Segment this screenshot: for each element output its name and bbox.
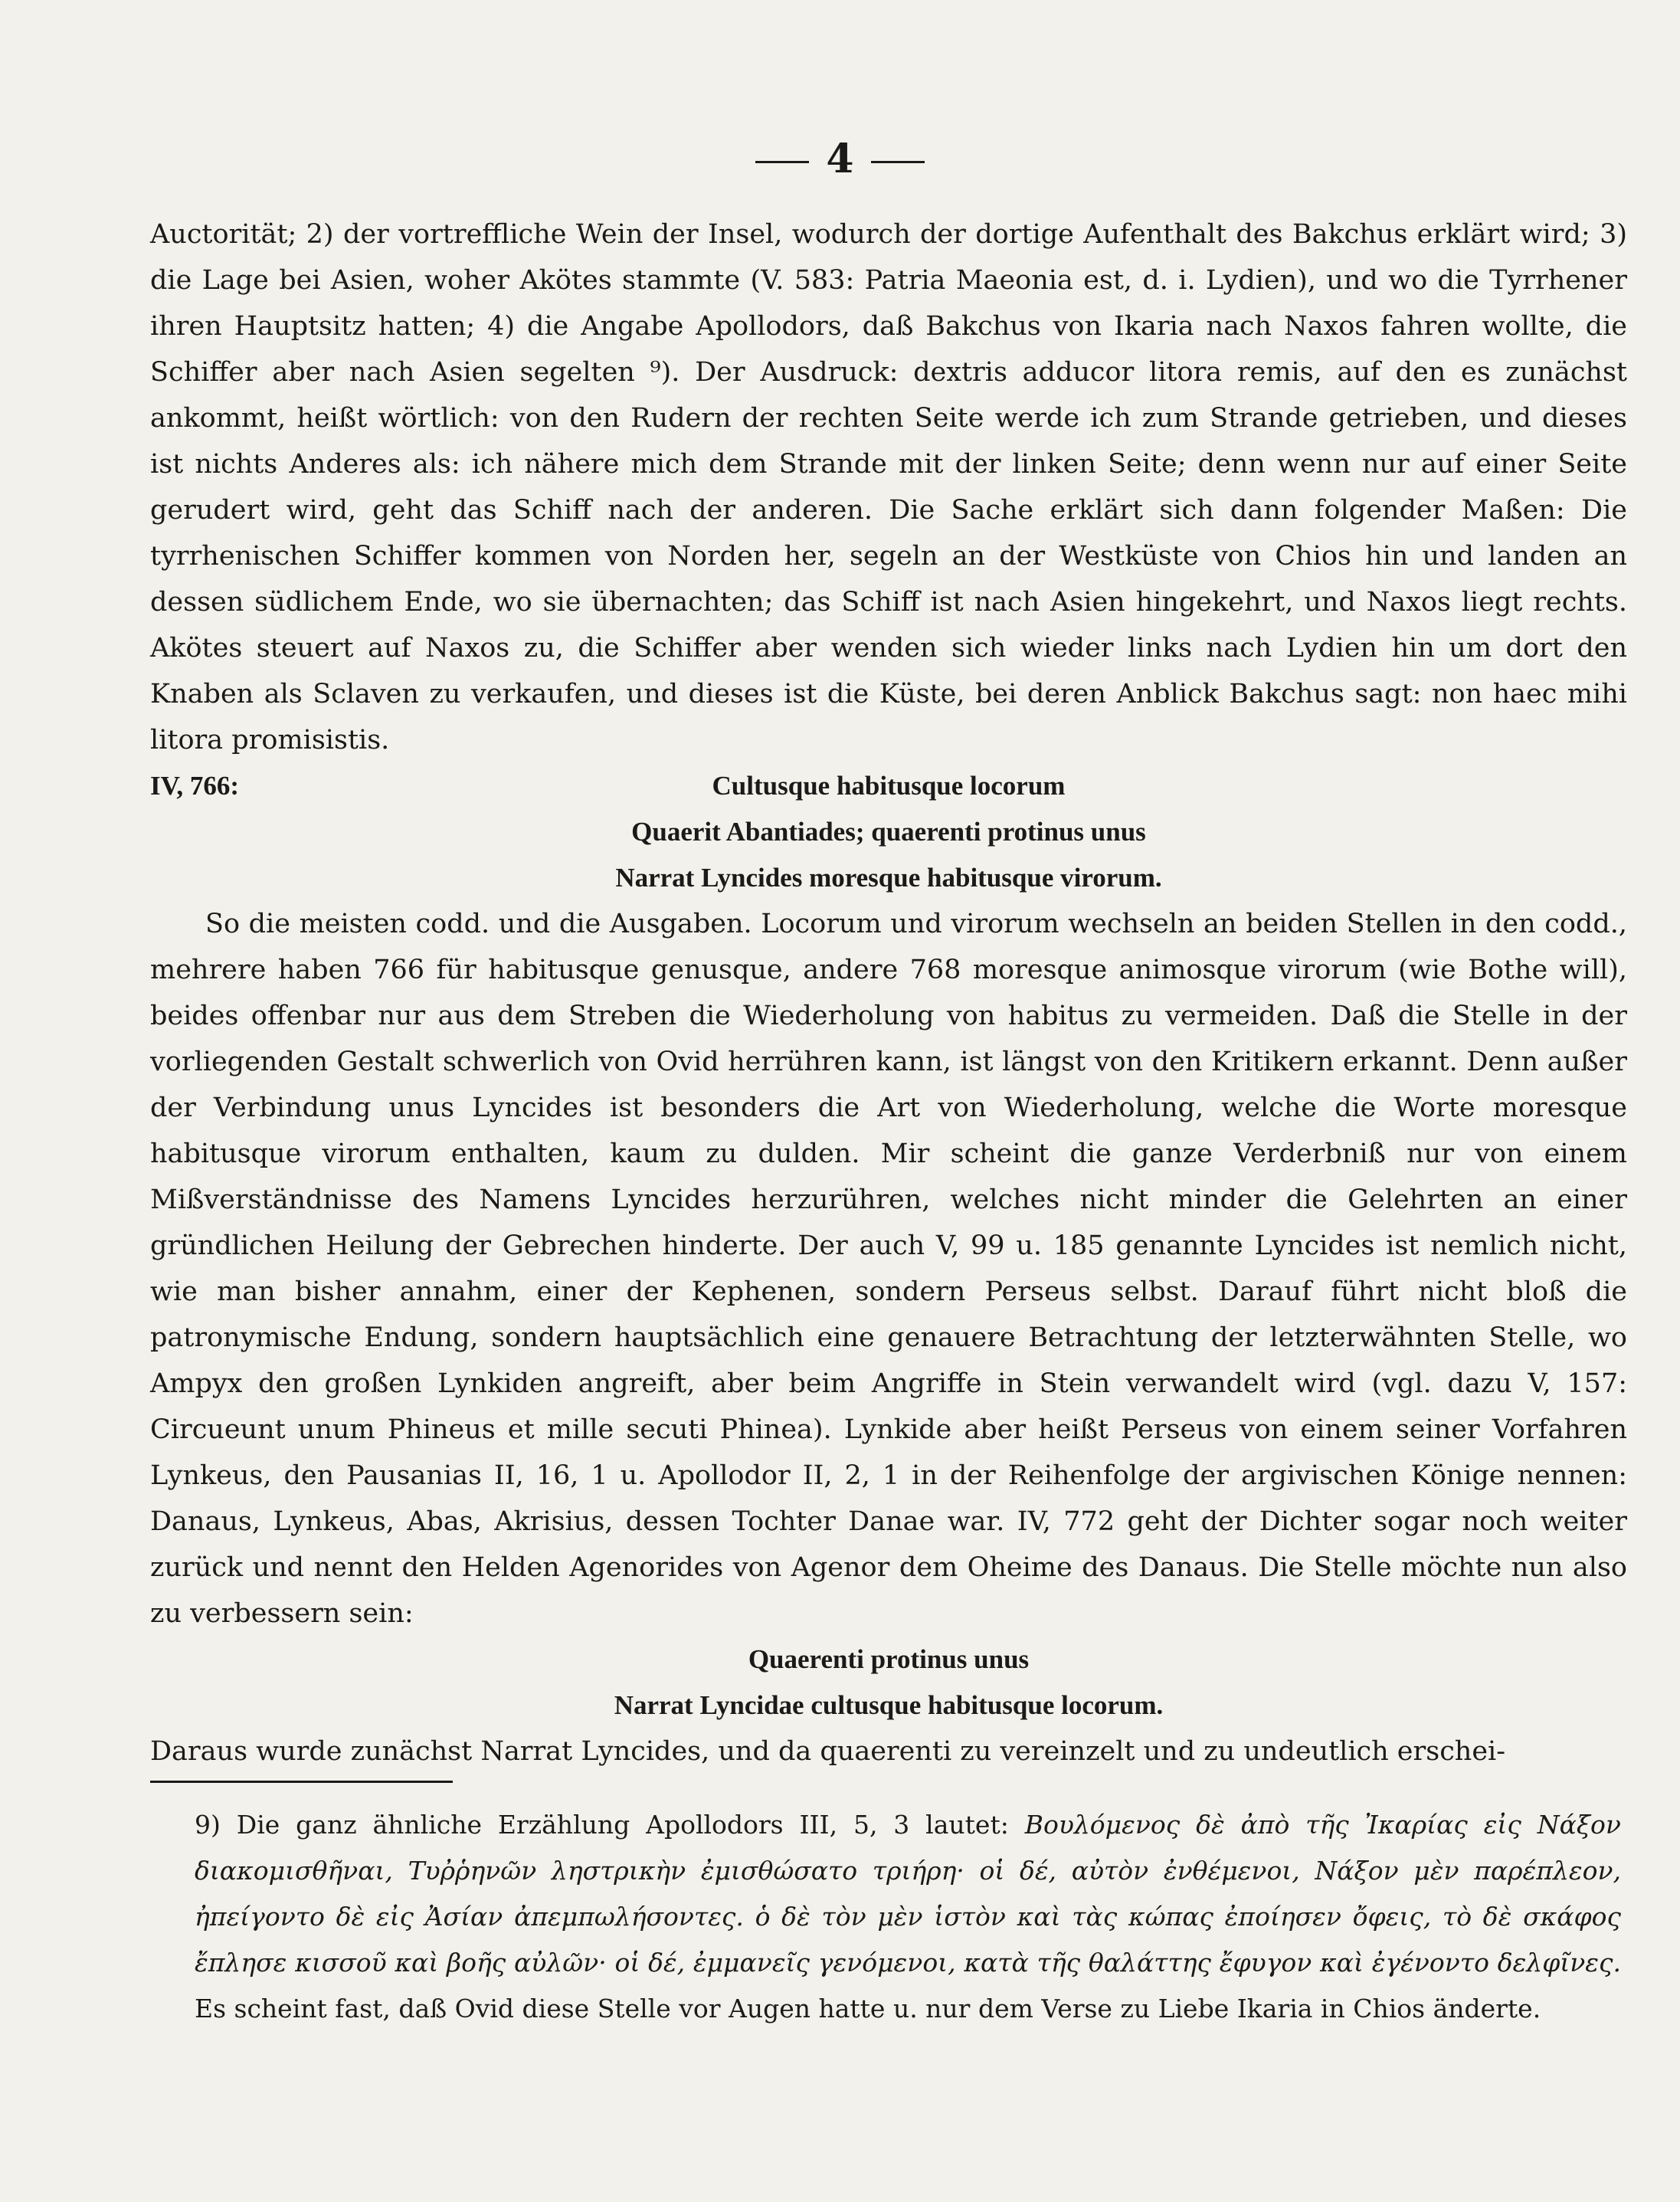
footnote-greek-quote: Βουλόμενος δὲ ἀπὸ τῆς Ἰκαρίας εἰς Νάξον διακομισθῆναι, Τυῤῥηνῶν ληστρικὴν ἐμισθώσατο τριήρη· οἱ δέ, αὐτὸν ἐνθέμενοι, Νάξον μὲν παρέπλεον, ἠπείγοντο δὲ εἰς Ἀσίαν ἀπεμπωλήσοντες. ὁ δὲ τὸν μὲν ἱστὸν καὶ τὰς κώπας ἐποίησεν ὄφεις, τὸ δὲ σκάφος ἔπλησε κισσοῦ καὶ βοῆς αὐλῶν· οἱ δέ, ἐμμανεῖς γενόμενοι, κατὰ τῆς θαλάττης ἔφυγον καὶ ἐγένοντο δελφῖνες. (195, 1810, 1621, 1978)
paragraph-3: Daraus wurde zunächst Narrat Lyncides, und da quaerenti zu vereinzelt und zu undeutlich erschei- (150, 1736, 1506, 1767)
verse-quote-2-line-1: Quaerenti protinus unus (748, 1644, 1030, 1674)
verse-quote-1-line-3: Narrat Lyncides moresque habitusque virorum. (615, 863, 1162, 893)
main-text (150, 211, 1627, 1774)
footnote-separator (150, 1781, 453, 1783)
verse-reference: IV, 766: (150, 771, 240, 801)
left-dash (755, 161, 809, 163)
right-dash (871, 161, 925, 163)
page-number-header (0, 136, 1680, 182)
verse-line: Cultusque habitusque locorum (712, 771, 1066, 801)
page-number: 4 (826, 136, 854, 182)
footnote-marker: 9) (195, 1810, 221, 1840)
paragraph-1: Auctorität; 2) der vortreffliche Wein der Insel, wodurch der dortige Aufenthalt des Bakchus erklärt wird; 3) die Lage bei Asien, woher Akötes stammte (V. 583: Patria Maeonia est, d. i. Lydien), und wo die Tyrrhener ihren Hauptsitz hatten; 4) die Angabe Apollodors, daß Bakchus von Ikaria nach Naxos fahren wollte, die Schiffer aber nach Asien segelten ⁹). Der Ausdruck: dextris adducor litora remis, auf den es zunächst ankommt, heißt wörtlich: von den Rudern der rechten Seite werde ich zum Strande getrieben, und dieses ist nichts Anderes als: ich nähere mich dem Strande mit der linken Seite; denn wenn nur auf einer Seite gerudert wird, geht das Schiff nach der anderen. Die Sache erklärt sich dann folgender Maßen: Die tyrrhenischen Schiffer kommen von Norden her, segeln an der Westküste von Chios hin und landen an dessen südlichem Ende, wo sie übernachten; das Schiff ist nach Asien hingekehrt, und Naxos liegt rechts. Akötes steuert auf Naxos zu, die Schiffer aber wenden sich wieder links nach Lydien hin um dort den Knaben als Sclaven zu verkaufen, und dieses ist die Küste, bei deren Anblick Bakchus sagt: non haec mihi litora promisistis. (150, 219, 1627, 755)
paragraph-2: So die meisten codd. und die Ausgaben. Locorum und virorum wechseln an beiden Stellen in den codd., mehrere haben 766 für habitusque genusque, andere 768 moresque animosque virorum (wie Bothe will), beides offenbar nur aus dem Streben die Wiederholung von habitus zu vermeiden. Daß die Stelle in der vorliegenden Gestalt schwerlich von Ovid herrühren kann, ist längst von den Kritikern erkannt. Denn außer der Verbindung unus Lyncides ist besonders die Art von Wiederholung, welche die Worte moresque habitusque virorum enthalten, kaum zu dulden. Mir scheint die ganze Verderbniß nur von einem Mißverständnisse des Namens Lyncides herzurühren, welches nicht minder die Gelehrten an einer gründlichen Heilung der Gebrechen hinderte. Der auch V, 99 u. 185 genannte Lyncides ist nemlich nicht, wie man bisher annahm, einer der Kephenen, sondern Perseus selbst. Darauf führt nicht bloß die patronymische Endung, sondern hauptsächlich eine genauere Betrachtung der letzterwähnten Stelle, wo Ampyx den großen Lynkiden angreift, aber beim Angriffe in Stein verwandelt wird (vgl. dazu V, 157: Circueunt unum Phineus et mille secuti Phinea). Lynkide aber heißt Perseus von einem seiner Vorfahren Lynkeus, den Pausanias II, 16, 1 u. Apollodor II, 2, 1 in der Reihenfolge der argivischen Könige nennen: Danaus, Lynkeus, Abas, Akrisius, dessen Tochter Danae war. IV, 772 geht der Dichter sogar noch weiter zurück und nennt den Helden Agenorides von Agenor dem Oheime des Danaus. Die Stelle möchte nun also zu verbessern sein: (150, 909, 1627, 1629)
verse-quote-1-line-1 (150, 763, 1627, 809)
footnote-intro: Die ganz ähnliche Erzählung Apollodors III, 5, 3 lautet: (236, 1810, 1009, 1840)
verse-quote-2-line-2: Narrat Lyncidae cultusque habitusque locorum. (614, 1690, 1164, 1720)
footnote-outro: Es scheint fast, daß Ovid diese Stelle vor Augen hatte u. nur dem Verse zu Liebe Ikaria in Chios änderte. (195, 1994, 1541, 2023)
footnotes (195, 1802, 1621, 2032)
verse-quote-1-line-2: Quaerit Abantiades; quaerenti protinus unus (631, 817, 1146, 847)
footnote-9 (195, 1802, 1621, 2032)
